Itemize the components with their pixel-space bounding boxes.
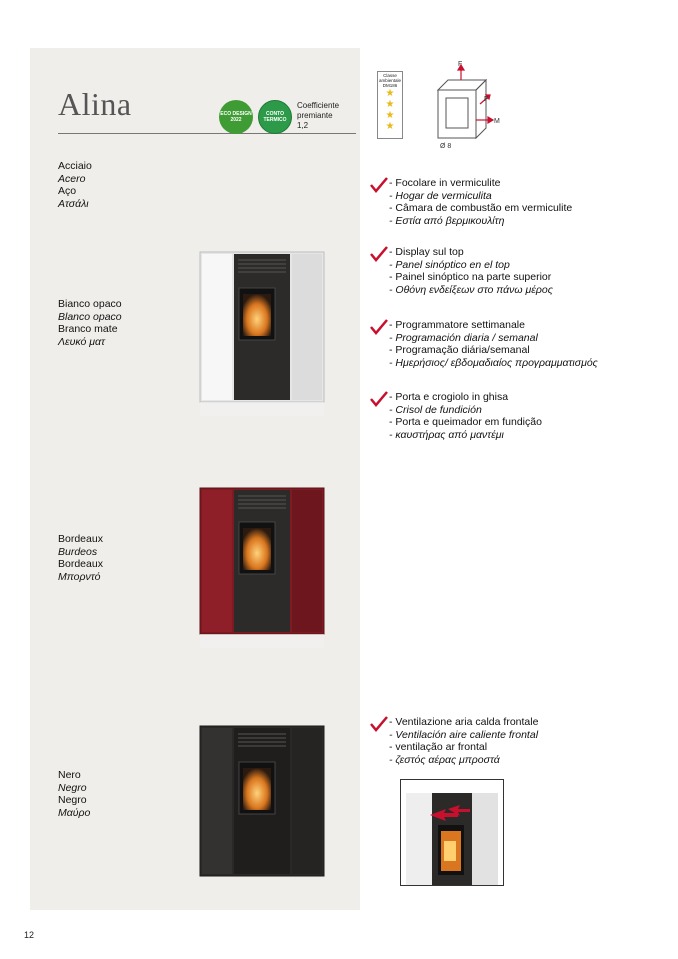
color-name-it: Acciaio [58, 160, 92, 172]
checkmark-icon [369, 246, 389, 262]
dimensions-diagram [420, 60, 510, 152]
color-name-gr: Μπορντό [58, 570, 101, 583]
color-name-it: Bordeaux [58, 533, 103, 545]
coefficient-line-1: Coefficiente [297, 101, 340, 110]
color-name-pt: Branco mate [58, 323, 118, 335]
feature-text-es: - Crisol de fundición [389, 403, 482, 416]
feature-text-es: - Hogar de vermiculita [389, 189, 492, 202]
checkmark-icon [369, 391, 389, 407]
color-name-it: Nero [58, 769, 81, 781]
color-name-pt: Bordeaux [58, 558, 103, 570]
feature-text-pt: - Programação diária/semanal [389, 344, 530, 356]
coefficient-line-2: premiante [297, 111, 333, 120]
page-title: Alina [58, 86, 132, 122]
feature-text-gr: - Οθόνη ενδείξεων στο πάνω μέρος [389, 283, 553, 296]
feature-text-pt: - Câmara de combustão em vermiculite [389, 202, 573, 214]
feature-text-pt: - ventilação ar frontal [389, 741, 488, 753]
energy-class-box [377, 71, 403, 139]
stove-image-white [196, 250, 326, 420]
color-name-es: Burdeos [58, 545, 98, 558]
feature-text-gr: - Εστία από βερμικουλίτη [389, 214, 505, 227]
conto-termico-badge: CONTO TERMICO [258, 100, 292, 134]
feature-text-es: - Ventilación aire caliente frontal [389, 728, 539, 741]
color-name-es: Negro [58, 781, 87, 794]
color-name-gr: Μαύρο [58, 806, 91, 819]
feature-text-it: - Display sul top [389, 246, 464, 258]
color-name-gr: Λευκό ματ [58, 335, 105, 348]
color-name-gr: Ατσάλι [58, 197, 89, 210]
right-m-label: M [494, 118, 500, 125]
feature-text-it: - Programmatore settimanale [389, 319, 525, 331]
color-name-it: Bianco opaco [58, 298, 122, 310]
color-name-pt: Negro [58, 794, 87, 806]
color-white [58, 298, 122, 348]
color-name-es: Blanco opaco [58, 310, 122, 323]
star-icon: ★ [385, 110, 395, 121]
coefficient-label [297, 101, 339, 131]
star-icon: ★ [385, 88, 395, 99]
feature-text-gr: - ζεστός αέρας μπροστά [389, 753, 500, 766]
checkmark-icon [369, 319, 389, 335]
feature-text-es: - Panel sinóptico en el top [389, 258, 510, 271]
color-black [58, 769, 90, 819]
ventilation-detail-image [400, 779, 504, 886]
feature-text-it: - Ventilazione aria calda frontale [389, 716, 539, 728]
title-divider [58, 133, 356, 134]
energy-class-label: Classe ambientale DM186 [378, 73, 401, 88]
color-name-es: Acero [58, 172, 86, 185]
coefficient-value: 1,2 [297, 121, 309, 130]
stove-image-bordeaux [196, 486, 326, 656]
page-number: 12 [24, 930, 35, 940]
feature-text-gr: - Ημερήσιος/ εβδομαδιαίος προγραμματισμός [389, 356, 598, 369]
star-icon: ★ [385, 121, 395, 132]
feature-text-it: - Porta e crogiolo in ghisa [389, 391, 509, 403]
color-bordeaux [58, 533, 103, 583]
feature-text-it: - Focolare in vermiculite [389, 177, 501, 189]
star-icon: ★ [385, 99, 395, 110]
feature-text-gr: - καυστήρας από μαντέμι [389, 428, 504, 441]
pipe-diameter-label: Ø 8 [440, 143, 452, 150]
feature-text-pt: - Porta e queimador em fundição [389, 416, 542, 428]
eco-design-badge: ECO DESIGN 2022 [219, 100, 253, 134]
side-f-label: F [484, 96, 489, 103]
checkmark-icon [369, 716, 389, 732]
stove-image-black [196, 724, 326, 884]
color-name-pt: Aço [58, 185, 77, 197]
top-f-label: F [458, 61, 463, 68]
checkmark-icon [369, 177, 389, 193]
feature-text-pt: - Painel sinóptico na parte superior [389, 271, 552, 283]
feature-text-es: - Programación diaria / semanal [389, 331, 538, 344]
color-steel [58, 160, 92, 210]
